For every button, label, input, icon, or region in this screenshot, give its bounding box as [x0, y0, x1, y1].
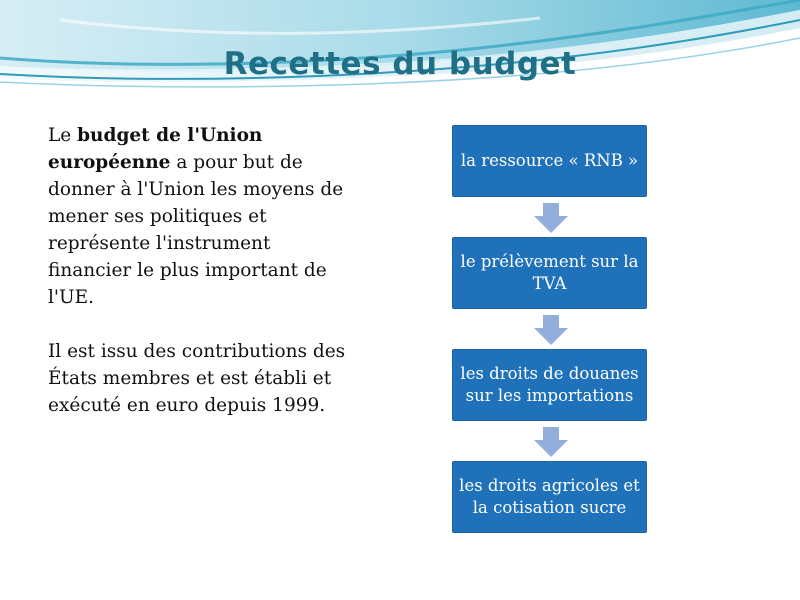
- flow-box-agricoles: les droits agricoles et la cotisation sucre: [452, 461, 647, 533]
- paragraph-contributions: Il est issu des contributions des États membres et est établi et exécuté en euro depuis 1999.: [48, 341, 346, 416]
- slide-title: Recettes du budget: [223, 46, 577, 82]
- budget-term: budget de l'Union européenne: [48, 125, 263, 173]
- paragraph-prefix: Le: [48, 125, 78, 146]
- paragraph-suffix: a pour but de donner à l'Union les moyens de mener ses politiques et représente l'instrument financier le plus important de l'UE.: [48, 152, 344, 308]
- revenue-flowchart: [452, 125, 647, 535]
- flow-box-douanes: les droits de douanes sur les importations: [452, 349, 647, 421]
- down-arrow-icon: [534, 203, 568, 233]
- body-text: [48, 122, 348, 419]
- flow-box-tva: le prélèvement sur la TVA: [452, 237, 647, 309]
- flow-box-rnb: la ressource « RNB »: [452, 125, 647, 197]
- down-arrow-icon: [534, 315, 568, 345]
- paragraph-budget-purpose: [48, 122, 348, 311]
- down-arrow-icon: [534, 427, 568, 457]
